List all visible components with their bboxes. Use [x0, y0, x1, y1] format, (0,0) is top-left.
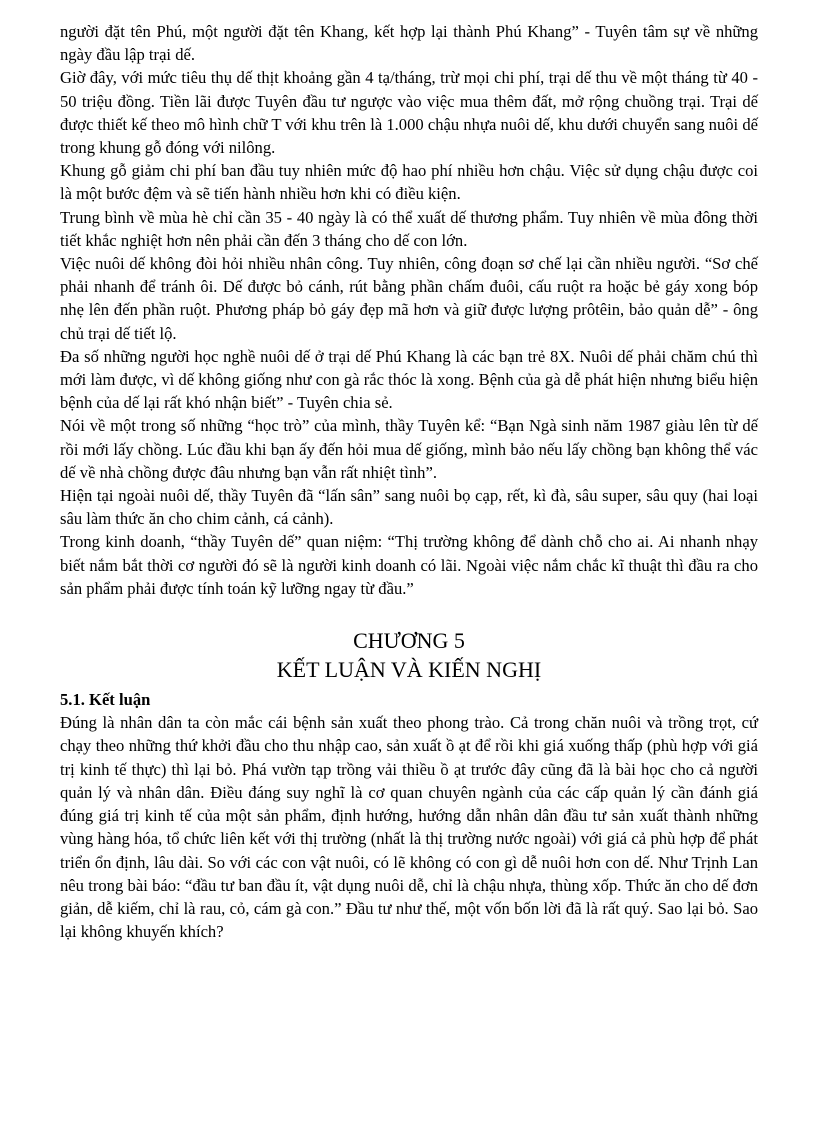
- paragraph-wood-frame: Khung gỗ giảm chi phí ban đầu tuy nhiên mức độ hao phí nhiều hơn chậu. Việc sử dụng chậu được coi là một bước đệm và sẽ tiến hành nhiều hơn khi có điều kiện.: [60, 161, 758, 204]
- section-heading: 5.1. Kết luận: [60, 690, 151, 710]
- paragraph-conclusion: Đúng là nhân dân ta còn mắc cái bệnh sản xuất theo phong trào. Cả trong chăn nuôi và trồng trọt, cứ chạy theo những thứ khởi đầu cho thu nhập cao, sản xuất ồ ạt để rồi khi giá xuống thấp (phù hợp với giá trị kinh tế thực) thì lại bỏ. Phá vườn tạp trồng vải thiều ồ ạt trước đây cũng đã là bài học cho cả người quản lý và nhân dân. Điều đáng suy nghĩ là cơ quan chuyên ngành của các cấp quản lý cần đánh giá đúng giá trị kinh tế của một sản phẩm, định hướng, hướng dẫn nhân dân đầu tư sản xuất thành những vùng hàng hóa, tổ chức liên kết với thị trường (nhất là thị trường nước ngoài) với giá cả phù hợp để phát triển ổn định, lâu dài. So với các con vật nuôi, có lẽ không có con gì dễ nuôi hơn con dế. Như Trịnh Lan nêu trong bài báo: “đầu tư ban đầu ít, vật dụng nuôi dễ, chỉ là chậu nhựa, thùng xốp. Thức ăn cho dế đơn giản, dễ kiếm, chỉ là rau, cỏ, cám gà con.” Đầu tư như thế, một vốn bốn lời đã là rất quý. Sao lại bỏ. Sao lại không khuyến khích?: [60, 713, 758, 942]
- paragraph-season: Trung bình về mùa hè chỉ cần 35 - 40 ngày là có thể xuất dế thương phẩm. Tuy nhiên về mùa đông thời tiết khắc nghiệt hơn nên phải cần đến 3 tháng cho dế con lớn.: [60, 207, 758, 250]
- chapter-number: CHƯƠNG 5: [353, 628, 465, 654]
- paragraph-expansion: Hiện tại ngoài nuôi dế, thầy Tuyên đã “lấn sân” sang nuôi bọ cạp, rết, kì đà, sâu super, sâu quy (hai loại sâu làm thức ăn cho chim cảnh, cá cảnh).: [60, 486, 758, 529]
- paragraph-business-view: Trong kinh doanh, “thầy Tuyên dế” quan niệm: “Thị trường không để dành chỗ cho ai. Ai nhanh nhạy biết nắm bắt thời cơ người đó sẽ là người kinh doanh có lãi. Ngoài việc nắm chắc kĩ thuật thì đầu ra cho sản phẩm phải được tính toán kỹ lưỡng ngay từ đầu.”: [60, 532, 758, 598]
- paragraph-learners: Đa số những người học nghề nuôi dế ở trại dế Phú Khang là các bạn trẻ 8X. Nuôi dế phải chăm chú thì mới làm được, vì dế không giống như con gà rắc thóc là xong. Bệnh của gà dễ phát hiện nhưng biểu hiện bệnh của dế lại rất khó nhận biết” - Tuyên chia sẻ.: [60, 346, 758, 413]
- chapter-title: KẾT LUẬN VÀ KIẾN NGHỊ: [276, 657, 542, 683]
- paragraph-student-story: Nói về một trong số những “học trò” của mình, thầy Tuyên kể: “Bạn Ngà sinh năm 1987 giàu lên từ dế rồi mới lấy chồng. Lúc đầu khi bạn ấy đến hỏi mua dế giống, mình bảo nếu lấy chồng bạn không thể vác dế về nhà chồng được đâu nhưng bạn vẫn rất nhiệt tình”.: [60, 416, 758, 482]
- paragraph-income: Giờ đây, với mức tiêu thụ dế thịt khoảng gần 4 tạ/tháng, trừ mọi chi phí, trại dế thu về một tháng từ 40 - 50 triệu đồng. Tiền lãi được Tuyên đầu tư ngược vào việc mua thêm đất, mở rộng chuồng trại. Trại dế được thiết kế theo mô hình chữ T với khu trên là 1.000 chậu nhựa nuôi dế, khu dưới chuyển sang nuôi dế trong khung gỗ đóng với nilông.: [60, 68, 758, 158]
- paragraph-processing: Việc nuôi dế không đòi hỏi nhiều nhân công. Tuy nhiên, công đoạn sơ chế lại cần nhiều người. “Sơ chế phải nhanh để tránh ôi. Dế được bỏ cánh, rút bằng phần chấm đuôi, cấu ruột ra hoặc bẻ gáy xong bóp nhẹ lên đến phần ruột. Phương pháp bỏ gáy đẹp mã hơn và giữ được lượng prôtêin, bảo quản dễ” - ông chủ trại dế tiết lộ.: [60, 254, 758, 343]
- paragraph-intro: người đặt tên Phú, một người đặt tên Khang, kết hợp lại thành Phú Khang” - Tuyên tâm sự về những ngày đầu lập trại dế.: [60, 22, 758, 65]
- chapter-heading: [60, 626, 758, 684]
